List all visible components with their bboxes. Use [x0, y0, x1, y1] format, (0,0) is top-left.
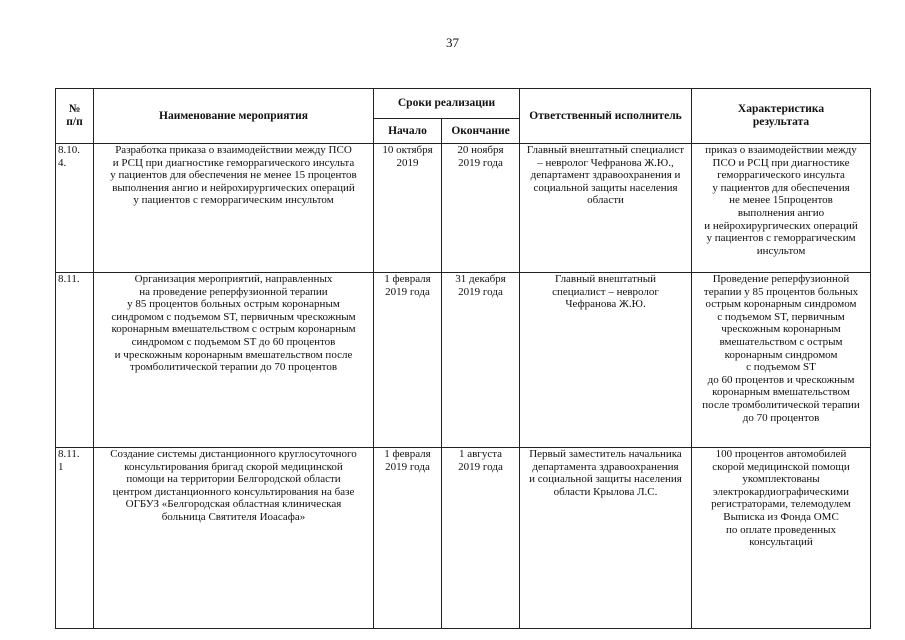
header-end: Окончание — [442, 119, 520, 144]
table-row — [56, 448, 871, 629]
row-end: 20 ноября 2019 года — [442, 144, 520, 273]
row-num: 8.11. — [56, 273, 94, 448]
activities-table — [55, 88, 871, 629]
table-row — [56, 144, 871, 273]
row-executor: Главный внештатный специалист – невролог Чефранова Ж.Ю. — [520, 273, 692, 448]
row-start: 10 октября 2019 — [374, 144, 442, 273]
row-executor: Главный внештатный специалист – невролог Чефранова Ж.Ю., департамент здравоохранения и социальной защиты населения области — [520, 144, 692, 273]
header-terms: Сроки реализации — [374, 89, 520, 119]
header-num: № п/п — [56, 89, 94, 144]
row-num: 8.11. 1 — [56, 448, 94, 629]
page-number: 37 — [446, 35, 459, 50]
row-end: 1 августа 2019 года — [442, 448, 520, 629]
row-name: Создание системы дистанционного круглосуточного консультирования бригад скорой медицинской помощи на территории Белгородской области центром дистанционного консультирования на базе ОГБУЗ «Белгородская областная клиническая больница Святителя Иоасафа» — [94, 448, 374, 629]
row-executor: Первый заместитель начальника департамента здравоохранения и социальной защиты населения области Крылова Л.С. — [520, 448, 692, 629]
table-row — [56, 273, 871, 448]
row-start: 1 февраля 2019 года — [374, 273, 442, 448]
row-result: приказ о взаимодействии между ПСО и РСЦ при диагностике геморрагического инсульта у пациентов для обеспечения не менее 15процентов выполнения ангио и нейрохирургических операций у пациентов с геморрагическим инсультом — [692, 144, 871, 273]
header-executor: Ответственный исполнитель — [520, 89, 692, 144]
row-result: Проведение реперфузионной терапии у 85 процентов больных острым коронарным синдромом с подъемом ST, первичным чрескожным коронарным вмешательством с острым коронарным синдромом с подъемом ST до 60 процентов и чрескожным коронарным вмешательством после тромболитической терапии до 70 процентов — [692, 273, 871, 448]
row-result: 100 процентов автомобилей скорой медицинской помощи укомплектованы электрокардиографическими регистраторами, телемодулем Выписка из Фонда ОМС по оплате проведенных консультаций — [692, 448, 871, 629]
row-name: Организация мероприятий, направленных на проведение реперфузионной терапии у 85 процентов больных острым коронарным синдромом с подъемом ST, первичным чрескожным коронарным вмешательством с острым коронарным синдромом с подъемом ST до 60 процентов и чрескожным коронарным вмешательством после тромболитической терапии до 70 процентов — [94, 273, 374, 448]
header-start: Начало — [374, 119, 442, 144]
header-name: Наименование мероприятия — [94, 89, 374, 144]
row-start: 1 февраля 2019 года — [374, 448, 442, 629]
row-name: Разработка приказа о взаимодействии между ПСО и РСЦ при диагностике геморрагического инсульта у пациентов для обеспечения не менее 15 процентов выполнения ангио и нейрохирургических операций у пациентов с геморрагическим инсультом — [94, 144, 374, 273]
row-end: 31 декабря 2019 года — [442, 273, 520, 448]
header-result: Характеристика результата — [692, 89, 871, 144]
row-num: 8.10. 4. — [56, 144, 94, 273]
